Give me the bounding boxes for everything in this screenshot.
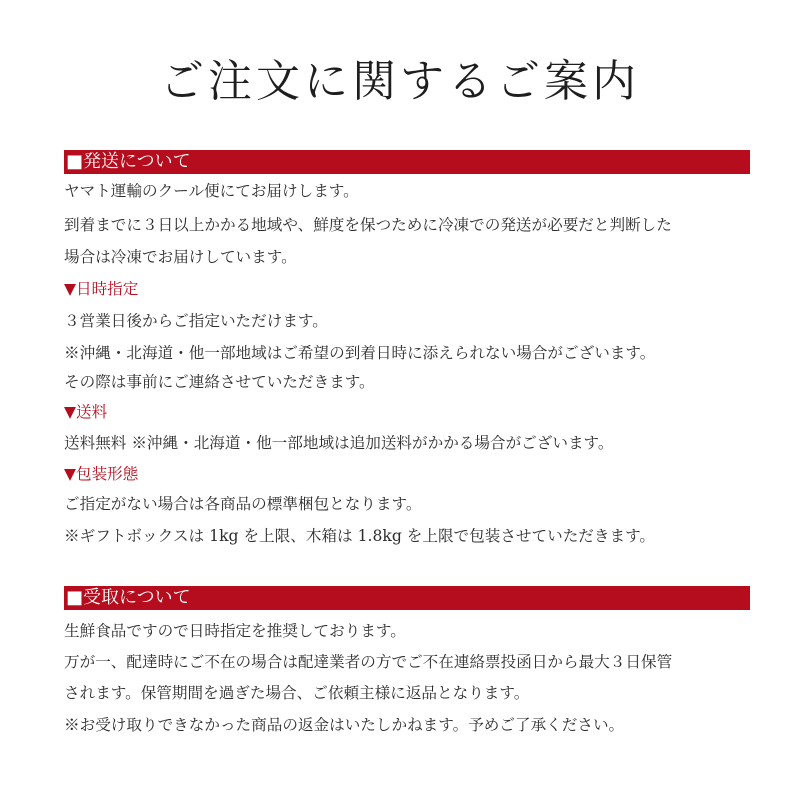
- subheading-delivery-date: ▼日時指定: [64, 280, 139, 298]
- subheading-shipping-fee: ▼送料: [64, 403, 108, 421]
- section-header-receiving: ■受取について: [64, 586, 750, 610]
- packaging-line: ※ギフトボックスは 1kg を上限、木箱は 1.8kg を上限で包装させていただきます。: [64, 527, 656, 545]
- page-title: ご注文に関するご案内: [160, 56, 640, 107]
- shipping-intro-line: ヤマト運輸のクール便にてお届けします。: [64, 182, 359, 200]
- shipping-fee-line: 送料無料 ※沖縄・北海道・他一部地域は追加送料がかかる場合がございます。: [64, 434, 614, 452]
- receiving-line: 万が一、配達時にご不在の場合は配達業者の方でご不在連絡票投函日から最大３日保管: [64, 653, 673, 671]
- shipping-intro-line: 到着までに３日以上かかる地域や、鮮度を保つために冷凍での発送が必要だと判断した: [64, 216, 672, 234]
- section-header-shipping: ■発送について: [64, 150, 750, 174]
- subheading-packaging: ▼包装形態: [64, 465, 139, 483]
- receiving-line: されます。保管期間を過ぎた場合、ご依頼主様に返品となります。: [64, 684, 530, 702]
- delivery-date-line: ※沖縄・北海道・他一部地域はご希望の到着日時に添えられない場合がございます。: [64, 344, 656, 362]
- delivery-date-line: ３営業日後からご指定いただけます。: [64, 312, 328, 330]
- delivery-date-line: その際は事前にご連絡させていただきます。: [64, 373, 375, 391]
- receiving-line: 生鮮食品ですので日時指定を推奨しております。: [64, 622, 406, 640]
- shipping-intro-line: 場合は冷凍でお届けしています。: [64, 248, 297, 266]
- receiving-line: ※お受け取りできなかった商品の返金はいたしかねます。予めご了承ください。: [64, 716, 625, 734]
- packaging-line: ご指定がない場合は各商品の標準梱包となります。: [64, 495, 422, 513]
